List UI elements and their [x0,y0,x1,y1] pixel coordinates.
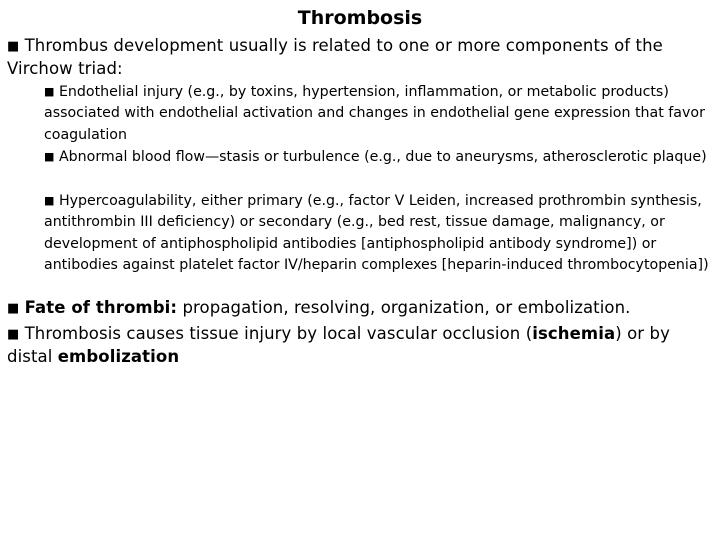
sub-bullet-text: Endothelial injury (e.g., by toxins, hypertension, inflammation, or metabolic products) associated with endothelial activation and changes in endothelial gene expression that favor coagulation [44,84,705,143]
bold-term-embolization: embolization [57,347,180,366]
bullet-square-icon: ■ [44,194,55,207]
bullet-square-icon: ■ [44,85,55,98]
sub-bullet-hypercoagulability [44,190,720,276]
bullet-virchow-triad [7,35,717,80]
bullet-text: Thrombosis causes tissue injury by local vascular occlusion ( [24,324,533,343]
bullet-square-icon: ■ [7,301,20,316]
bullet-tissue-injury [7,323,717,368]
bullet-fate-of-thrombi [7,297,717,320]
bold-label: Fate of thrombi: [24,298,178,317]
sub-bullet-text: Hypercoagulability, either primary (e.g., factor V Leiden, increased prothrombin synthesis, antithrombin III deficiency) or secondary (e.g., bed rest, tissue damage, malignancy, or development of antiphospholipid antibodies [antiphospholipid antibody syndrome]) or antibodies against platelet factor IV/heparin complexes [heparin-induced thrombocytopenia]) [44,193,709,273]
sub-bullet-endothelial-injury [44,81,720,146]
bullet-square-icon: ■ [7,39,20,54]
bullet-text: ) or by distal [7,324,670,366]
bullet-square-icon: ■ [7,327,20,342]
bullet-text: propagation, resolving, organization, or embolization. [177,298,631,317]
bullet-text: Thrombus development usually is related to one or more components of the Virchow triad: [7,36,663,78]
bullet-square-icon: ■ [44,150,55,163]
slide-title: Thrombosis [297,7,423,29]
sub-bullet-text: Abnormal blood flow—stasis or turbulence (e.g., due to aneurysms, atherosclerotic plaque) [58,149,707,165]
sub-bullet-abnormal-blood-flow [44,146,720,168]
bold-term-ischemia: ischemia [532,324,616,343]
